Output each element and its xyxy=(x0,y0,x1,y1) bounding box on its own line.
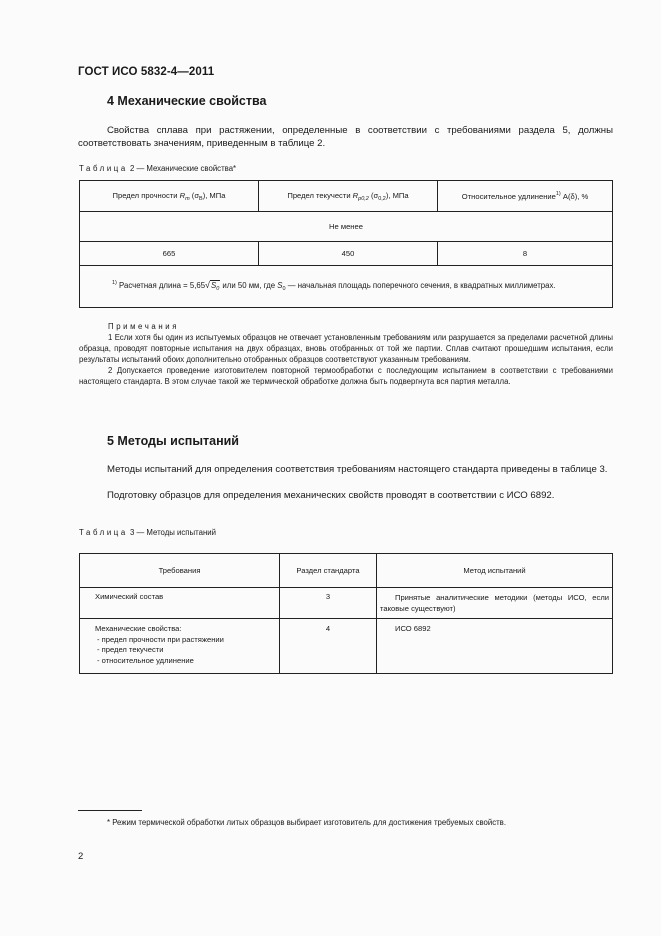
table-2-value-yield: 450 xyxy=(259,242,438,266)
table-3-req-mechanical-title: Механические свойства: xyxy=(95,624,182,633)
note-2 xyxy=(79,365,613,387)
h2-sub2: 0,2 xyxy=(378,195,386,202)
fn-post: — начальная площадь поперечного сечения, в квадратных миллиметрах. xyxy=(285,281,556,290)
section-5-paragraph-1-text: Методы испытаний для определения соответствия требованиям настоящего стандарта приведены в таблице 3. xyxy=(107,464,608,475)
table-2-caption xyxy=(79,164,236,173)
table-3-req-item: - предел прочности при растяжении xyxy=(97,634,224,644)
fn-pre: Расчетная длина = 5,65 xyxy=(116,281,206,290)
table-3-header-section: Раздел стандарта xyxy=(280,554,377,588)
table-3-caption-label: Таблица xyxy=(79,528,128,537)
table-3-header-method: Метод испытаний xyxy=(377,554,613,588)
section-5-title: 5 Методы испытаний xyxy=(107,434,239,448)
h3-post: A(δ), % xyxy=(560,192,589,201)
section-4-paragraph xyxy=(78,124,613,150)
fn-root-sub: 0 xyxy=(216,286,220,292)
footnote-divider xyxy=(78,810,142,811)
table-2-header-yield xyxy=(259,181,438,212)
table-2-value-elongation: 8 xyxy=(438,242,613,266)
table-3-method-chemical xyxy=(377,588,613,619)
section-4-paragraph-text: Свойства сплава при растяжении, определенные в соответствии с требованиями раздела 5, должны соответствовать значениям, приведенным в таблице 2. xyxy=(78,125,613,149)
table-3-method-chemical-text: Принятые аналитические методики (методы ИСО, если таковые существуют) xyxy=(380,593,609,613)
document-header: ГОСТ ИСО 5832-4—2011 xyxy=(78,66,215,78)
h3-sup: 1) xyxy=(555,191,561,197)
h1-sub: m xyxy=(185,195,190,202)
h1-sym: R xyxy=(179,190,186,200)
h2-sub: p0,2 xyxy=(358,195,369,202)
table-2-caption-text: 2 — Механические свойства* xyxy=(127,164,237,173)
h2-mid: (σ xyxy=(368,190,379,200)
table-2-header-elongation xyxy=(438,181,613,212)
table-3-req-item: - относительное удлинение xyxy=(97,655,194,665)
table-2-header-strength xyxy=(80,181,259,212)
fn-root xyxy=(210,280,220,290)
table-3-req-chemical: Химический состав xyxy=(80,588,280,619)
table-2-footnote-row xyxy=(80,266,613,308)
table-2-caption-label: Таблица xyxy=(79,164,128,173)
table-3-row-chemical xyxy=(80,588,613,619)
h3-pre: Относительное удлинение xyxy=(461,192,556,201)
table-3-req-mechanical xyxy=(80,619,280,674)
note-1-text: 1 Если хотя бы один из испытуемых образцов не отвечает установленным требованиям или разрушается за пределами расчетной длины образца, проводят повторные испытания на двух образцах, вновь отобранных от той же партии. Сплав считают прошедшим испытания, если результаты испытаний обоих дополнительно отобранных образцов соответствуют указанным требованиям. xyxy=(79,333,613,364)
table-3-method-mechanical: ИСО 6892 xyxy=(377,619,613,674)
h2-sym: R xyxy=(352,190,359,200)
section-5-paragraph-2 xyxy=(78,489,613,502)
table-3-header-row xyxy=(80,554,613,588)
table-3-req-item: - предел текучести xyxy=(97,645,164,654)
table-2-value-strength: 665 xyxy=(80,242,259,266)
fn-mark: 1) xyxy=(112,280,117,286)
note-1 xyxy=(79,332,613,365)
page-footnote-text: * Режим термической обработки литых образцов выбирает изготовитель для достижения требуемых свойств. xyxy=(107,818,506,827)
table-3-header-requirements: Требования xyxy=(80,554,280,588)
fn-mid: или 50 мм, где xyxy=(220,281,278,290)
h1-pre: Предел прочности xyxy=(112,190,180,200)
table-3-caption-text: 3 — Методы испытаний xyxy=(127,528,216,537)
table-3-section-chemical: 3 xyxy=(280,588,377,619)
h1-post: ), МПа xyxy=(202,190,226,200)
page-footnote xyxy=(78,816,613,829)
table-2-footnote: $^{1)}$ Расчетная длина = $5,65√S_0$ или 50 мм, где $S_0$ — начальная площадь поперечного сечения, в квадратных миллиметрах. xyxy=(80,266,613,308)
table-3-caption xyxy=(79,528,216,537)
note-2-text: 2 Допускается проведение изготовителем повторной термообработки с последующим испытанием в соответствии с требованиями настоящего стандарта. В этом случае такой же термической обработке должна быть подвергнута вся партия металла. xyxy=(79,366,613,386)
table-3-section-mechanical: 4 xyxy=(280,619,377,674)
section-4-title: 4 Механические свойства xyxy=(107,94,267,108)
mechanical-properties-table xyxy=(79,180,613,308)
fn-sym-sub: 0 xyxy=(282,286,286,292)
notes-heading-text: Примечания xyxy=(108,322,180,331)
table-2-header-row xyxy=(80,181,613,212)
h2-pre: Предел текучести xyxy=(287,190,353,200)
section-5-paragraph-2-text: Подготовку образцов для определения механических свойств проводят в соответствии с ИСО 6892. xyxy=(107,490,555,501)
table-3-row-mechanical xyxy=(80,619,613,674)
notes-block xyxy=(79,321,613,387)
table-2-min-row xyxy=(80,212,613,242)
section-5-paragraph-1 xyxy=(78,463,613,476)
fn-root-sym: S xyxy=(211,281,217,290)
h2-post: ), МПа xyxy=(385,190,409,200)
table-2-values-row xyxy=(80,242,613,266)
test-methods-table xyxy=(79,553,613,674)
page-number: 2 xyxy=(78,851,84,862)
h1-sub2: B xyxy=(199,195,203,202)
notes-heading xyxy=(79,321,613,332)
fn-sym: S xyxy=(277,281,283,290)
table-2-min-label: Не менее xyxy=(80,212,613,242)
h1-mid: (σ xyxy=(189,190,200,200)
